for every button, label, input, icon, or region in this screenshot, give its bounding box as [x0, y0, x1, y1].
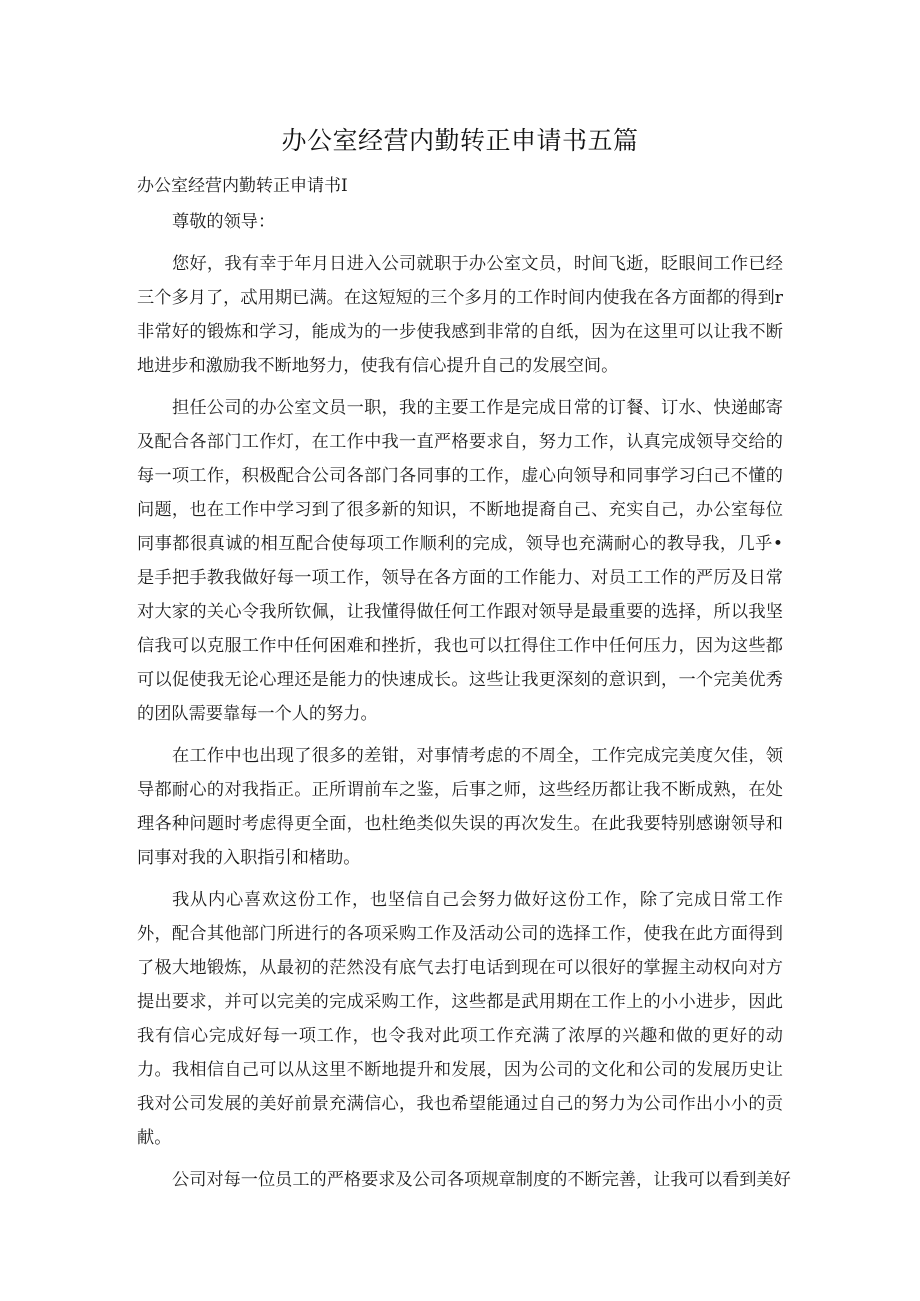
paragraph: 在工作中也出现了很多的差钳，对事情考虑的不周全，工作完成完美度欠佳，领导都耐心的对我指正。正所谓前车之鉴，后事之师，这些经历都让我不断成熟，在处理各种问题时考虑得更全面，也杜绝类似失误的再次发生。在此我要特别感谢领导和同事对我的入职指引和楮助。 [137, 746, 783, 868]
salutation: 尊敬的领导： [172, 212, 276, 232]
document-subtitle: 办公室经营内勤转正申请书I [137, 176, 348, 196]
document-title: 办公室经营内勤转正申请书五篇 [281, 126, 639, 155]
paragraph: 担任公司的办公室文员一职，我的主要工作是完成日常的订餐、订水、快递邮寄及配合各部门工作灯，在工作中我一直严格要求自，努力工作，认真完成领导交给的每一项工作，积极配合公司各部门各同事的工作，虚心向领导和同事学习臼己不懂的问题，也在工作中学习到了很多新的知识，不断地提裔自己、充实自己，办公室每位同事都很真诚的相互配合使每项工作顺利的完成，领导也充满耐心的教导我，几乎•是手把手教我做好每一项工作，领导在各方面的工作能力、对员工工作的严厉及日常对大家的关心令我所钦佩，让我懂得做任何工作跟对领导是最重要的选择，所以我坚信我可以克服工作中任何困难和挫折，我也可以扛得住工作中任何压力，因为这些都可以促使我无论心理还是能力的快速成长。这些让我更深刻的意识到，一个完美优秀的团队需要靠每一个人的努力。 [137, 398, 783, 724]
document-body [137, 205, 791, 1197]
paragraph: 我从内心喜欢这份工作，也坚信自己会努力做好这份工作，除了完成日常工作外，配合其他部门所进行的各项采购工作及活动公司的选择工作，使我在此方面得到了极大地锻炼，从最初的茫然没有底气去打电话到现在可以很好的掌握主动权向对方提出要求，并可以完美的完成采购工作，这些都是武用期在工作上的小小进步，因此我有信心完成好每一项工作，也令我对此项工作充满了浓厚的兴趣和做的更好的动力。我相信自己可以从这里不断地提升和发展，因为公司的文化和公司的发展历史让我对公司发展的美好前景充满信心，我也希望能通过自己的努力为公司作出小小的贡献。 [137, 890, 783, 1148]
paragraph: 您好，我有幸于年月日进入公司就职于办公室文员，时间飞逝，眨眼间工作已经三个多月了，忒用期已满。在这短短的三个多月的工作时间内使我在各方面都的得到r非常好的锻炼和学习，能成为的一步使我感到非常的自纸，因为在这里可以让我不断地进步和激励我不断地努力，使我有信心提升自己的发展空间。 [137, 254, 783, 376]
paragraph: 公司对每一位员工的严格要求及公司各项规章制度的不断完善，让我可以看到美好 [172, 1170, 791, 1190]
